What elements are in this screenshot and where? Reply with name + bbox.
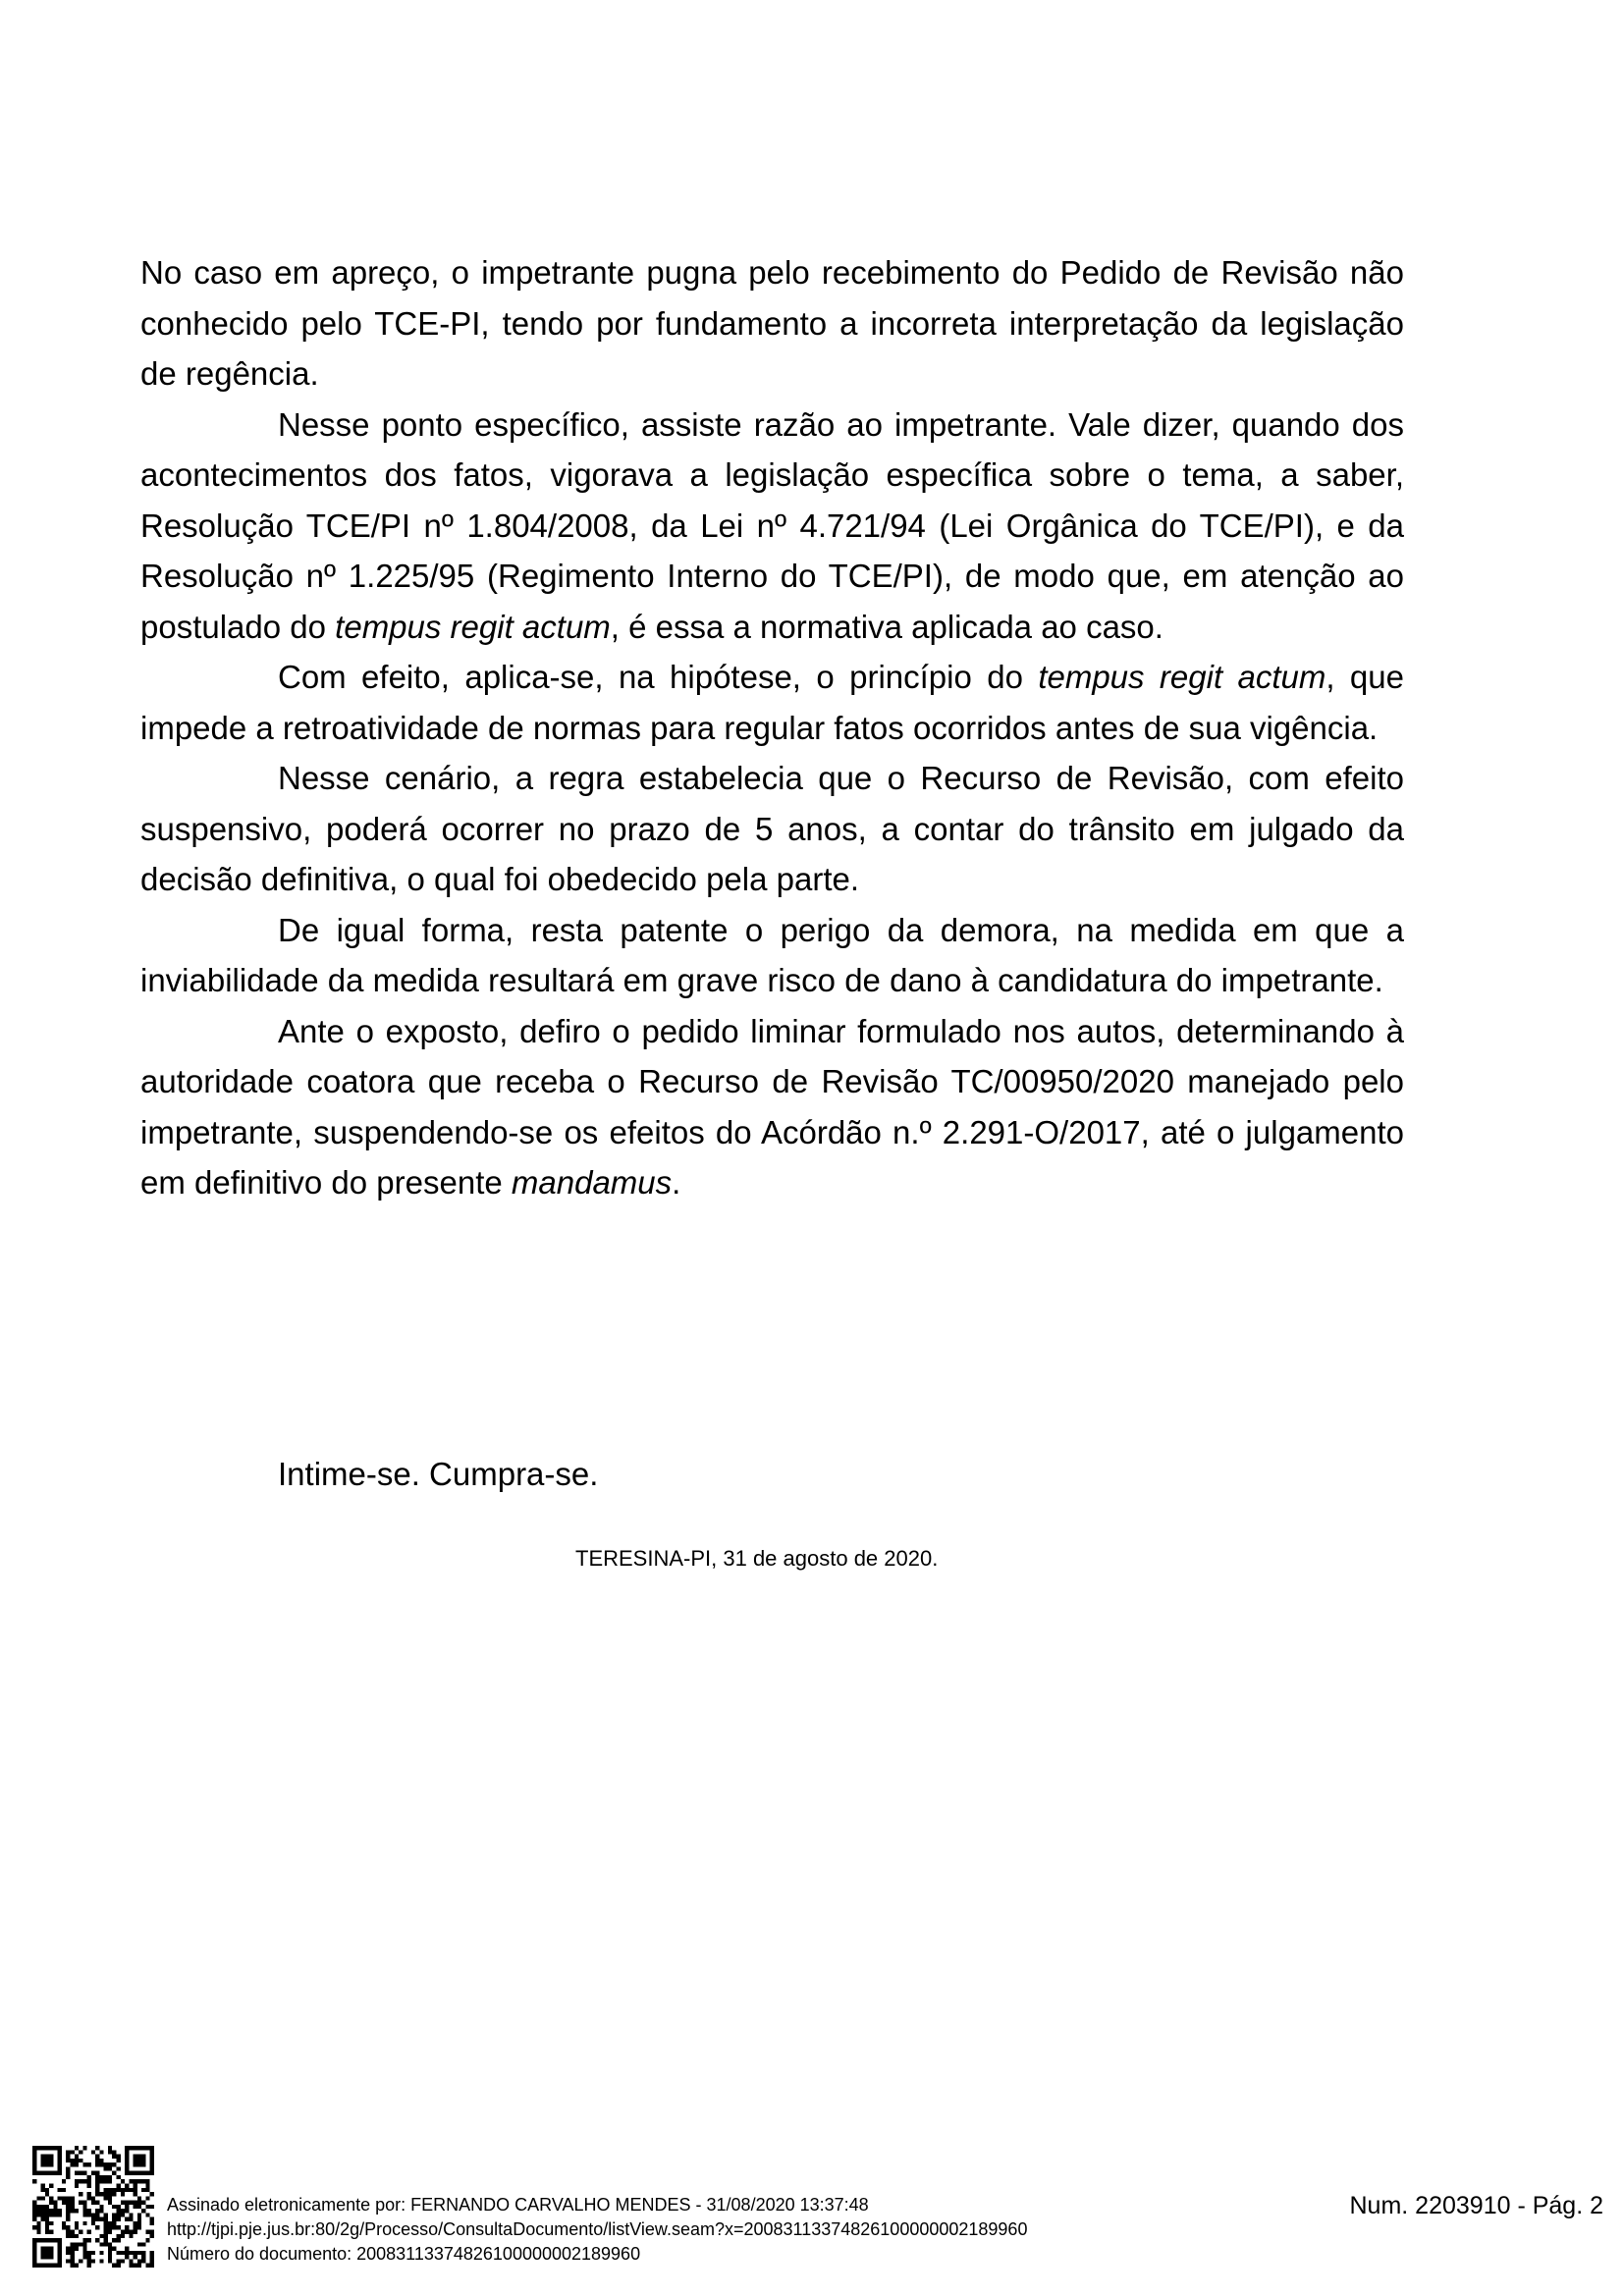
italic-text: mandamus — [511, 1164, 673, 1201]
document-body — [140, 247, 1404, 1208]
text-segment: , que impede a retroatividade de normas para regular fatos ocorridos antes de sua vigência. — [140, 659, 1404, 746]
qr-code-icon[interactable] — [32, 2146, 154, 2268]
italic-text: tempus regit actum — [1038, 659, 1326, 695]
paragraph — [140, 652, 1404, 753]
text-segment: , é essa a normativa aplicada ao caso. — [610, 608, 1163, 645]
paragraph — [140, 905, 1404, 1006]
paragraph — [140, 753, 1404, 905]
italic-text: tempus regit actum — [335, 608, 611, 645]
signed-by-text: Assinado eletronicamente por: FERNANDO CARVALHO MENDES - 31/08/2020 13:37:48 — [167, 2195, 869, 2215]
text-segment: Com efeito, aplica-se, na hipótese, o princípio do — [278, 659, 1039, 695]
place-and-date: TERESINA-PI, 31 de agosto de 2020. — [575, 1546, 939, 1571]
closing-statement: Intime-se. Cumpra-se. — [278, 1456, 599, 1492]
document-number-text: Número do documento: 20083113374826100000002189960 — [167, 2244, 641, 2264]
paragraph-list — [140, 247, 1404, 1208]
text-segment: De igual forma, resta patente o perigo da demora, na medida em que a inviabilidade da medida resultará em grave risco de dano à candidatura do impetrante. — [140, 911, 1404, 998]
text-segment: No caso em apreço, o impetrante pugna pelo recebimento do Pedido de Revisão não conhecido pelo TCE-PI, tendo por fundamento a incorreta interpretação da legislação de regência. — [140, 254, 1404, 392]
text-segment: . — [672, 1164, 681, 1201]
paragraph — [140, 400, 1404, 653]
text-segment: Nesse ponto específico, assiste razão ao impetrante. Vale dizer, quando dos acontecimentos dos fatos, vigorava a legislação específica sobre o tema, a saber, Resolução TCE/PI nº 1.804/2008, da Lei nº 4.721/94 (Lei Orgânica do TCE/PI), e da Resolução nº 1.225/95 (Regimento Interno do TCE/PI), de modo que, em atenção ao postulado do — [140, 405, 1404, 645]
paragraph — [140, 1006, 1404, 1208]
text-segment: Ante o exposto, defiro o pedido liminar formulado nos autos, determinando à autoridade coatora que receba o Recurso de Revisão TC/00950/2020 manejado pelo impetrante, suspendendo-se os efeitos do Acórdão n.º 2.291-O/2017, até o julgamento em definitivo do presente — [140, 1012, 1404, 1201]
document-url-link[interactable]: http://tjpi.pje.jus.br:80/2g/Processo/ConsultaDocumento/listView.seam?x=20083113374826100000002189960 — [167, 2219, 1028, 2239]
text-segment: Nesse cenário, a regra estabelecia que o Recurso de Revisão, com efeito suspensivo, poderá ocorrer no prazo de 5 anos, a contar do trânsito em julgado da decisão definitiva, o qual foi obedecido pela parte. — [140, 760, 1404, 897]
page-number: Num. 2203910 - Pág. 2 — [1349, 2192, 1603, 2219]
signature-block — [167, 2193, 1027, 2267]
paragraph — [140, 247, 1404, 400]
